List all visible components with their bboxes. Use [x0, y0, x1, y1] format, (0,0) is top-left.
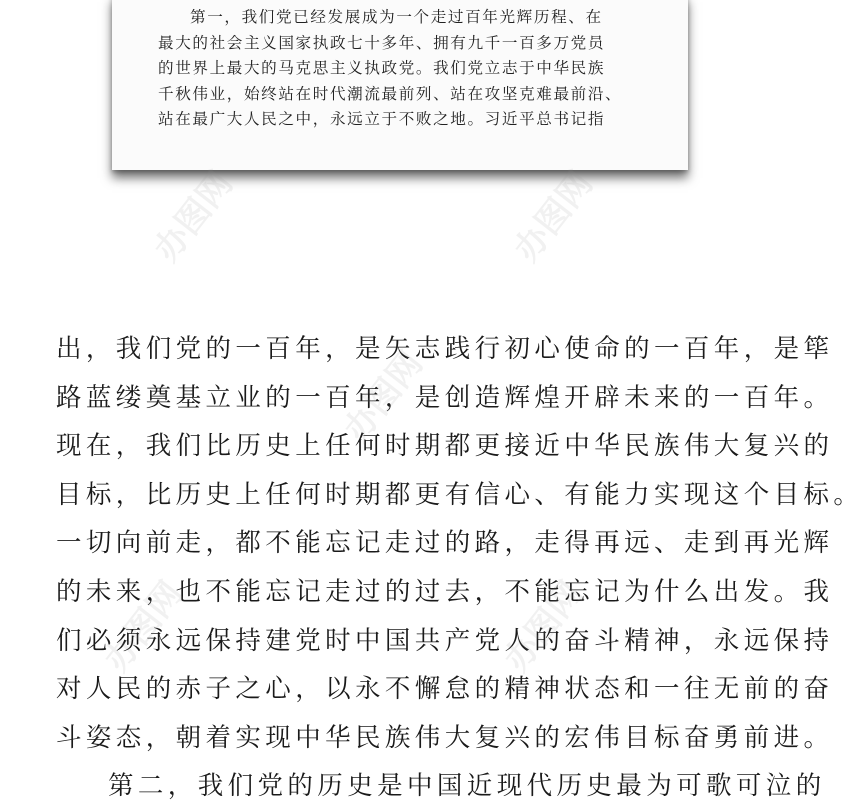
preview-line: 第一，我们党已经发展成为一个走过百年光辉历程、在: [190, 8, 603, 27]
body-text-block: [56, 325, 863, 811]
body-line: 斗姿态，朝着实现中华民族伟大复兴的宏伟目标奋勇前进。: [56, 722, 834, 753]
body-line: 路蓝缕奠基立业的一百年，是创造辉煌开辟未来的一百年。: [56, 382, 834, 413]
preview-line: 千秋伟业，始终站在时代潮流最前列、站在攻坚克难最前沿、: [158, 84, 623, 103]
body-line: 现在，我们比历史上任何时期都更接近中华民族伟大复兴的: [56, 431, 834, 462]
watermark: 办图网: [146, 164, 241, 270]
preview-line: 的世界上最大的马克思主义执政党。我们党立志于中华民族: [158, 59, 606, 78]
body-line: 的未来，也不能忘记走过的过去，不能忘记为什么出发。我: [56, 576, 834, 607]
preview-line: 最大的社会主义国家执政七十多年、拥有九千一百多万党员: [158, 33, 606, 52]
preview-text-block: [158, 0, 678, 132]
body-line: 第二，我们党的历史是中国近现代历史最为可歌可泣的: [108, 771, 826, 802]
preview-line: 站在最广大人民之中，永远立于不败之地。习近平总书记指: [158, 109, 606, 128]
body-line: 出，我们党的一百年，是矢志践行初心使命的一百年，是筚: [56, 334, 834, 364]
watermark: 办图网: [496, 574, 591, 680]
watermark: 办图网: [336, 344, 431, 450]
document-preview-card: [112, 0, 688, 170]
body-line: 对人民的赤子之心，以永不懈怠的精神状态和一往无前的奋: [56, 674, 834, 705]
watermark: 办图网: [96, 574, 191, 680]
watermark: 办图网: [506, 164, 601, 270]
body-line: 一切向前走，都不能忘记走过的路，走得再远、走到再光辉: [56, 528, 834, 559]
body-line: 目标，比历史上任何时期都更有信心、有能力实现这个目标。: [56, 479, 863, 510]
body-line: 们必须永远保持建党时中国共产党人的奋斗精神，永远保持: [56, 625, 834, 656]
